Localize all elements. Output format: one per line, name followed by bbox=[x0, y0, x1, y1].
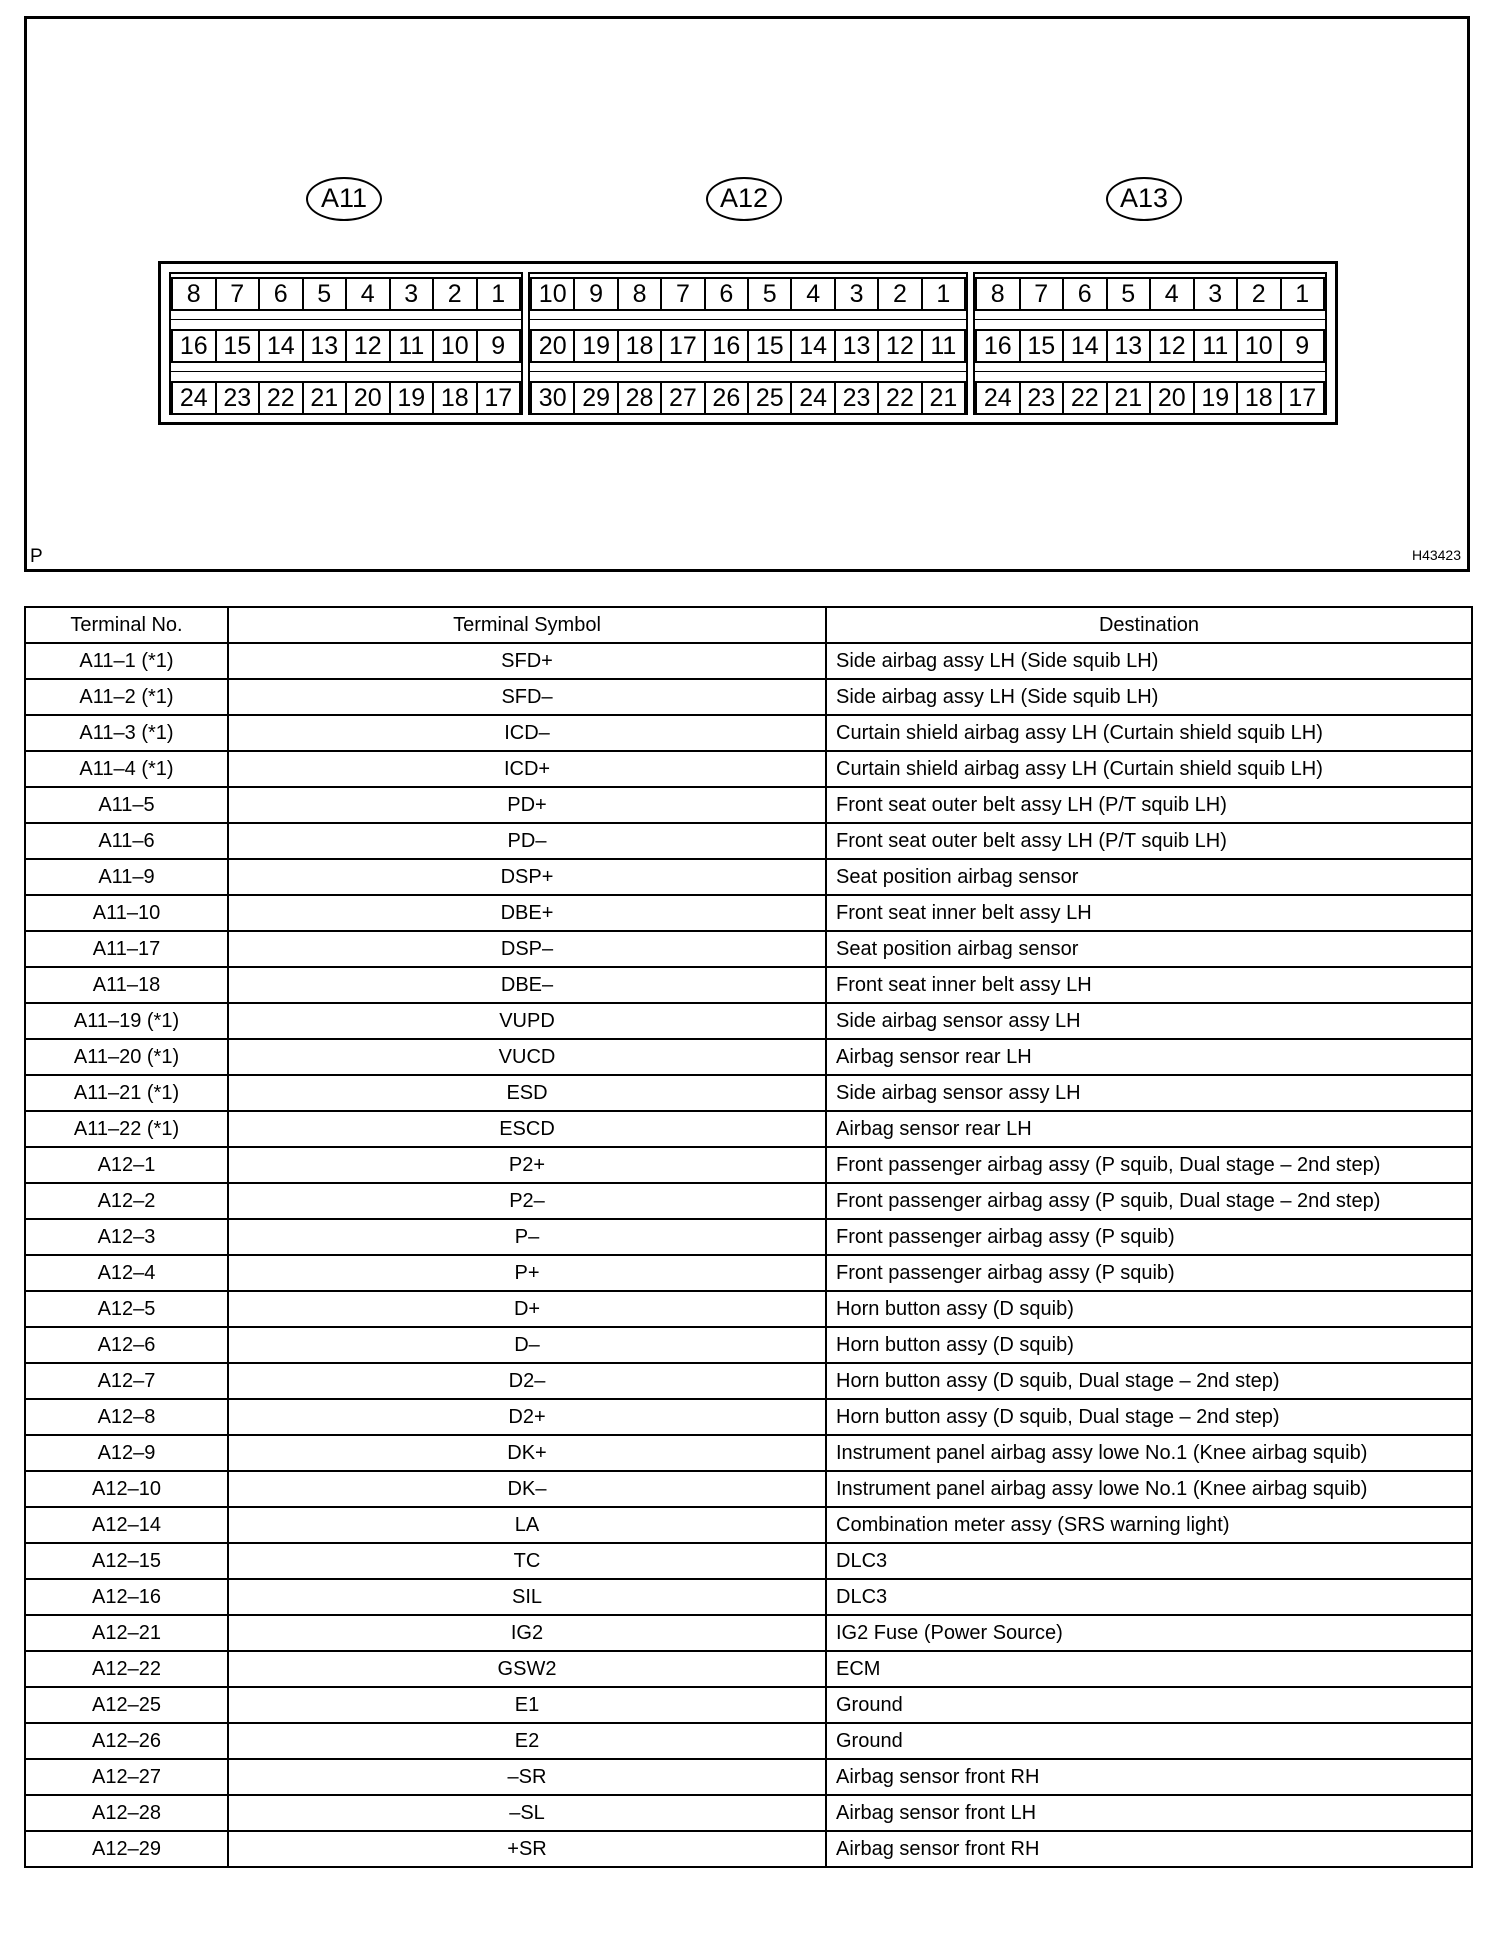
connector-pin: 25 bbox=[747, 381, 792, 415]
connector-pin: 13 bbox=[1106, 329, 1152, 363]
cell-terminal-symbol: VUCD bbox=[228, 1039, 826, 1075]
cell-terminal-symbol: DSP– bbox=[228, 931, 826, 967]
connector-pin: 27 bbox=[660, 381, 705, 415]
header-terminal-symbol: Terminal Symbol bbox=[228, 607, 826, 643]
connector-pin: 5 bbox=[302, 277, 348, 311]
cell-destination: Side airbag sensor assy LH bbox=[826, 1003, 1472, 1039]
connector-pin: 3 bbox=[834, 277, 879, 311]
cell-terminal-no: A12–28 bbox=[25, 1795, 228, 1831]
cell-destination: ECM bbox=[826, 1651, 1472, 1687]
cell-destination: Airbag sensor front LH bbox=[826, 1795, 1472, 1831]
connector-pin: 10 bbox=[432, 329, 478, 363]
table-row bbox=[25, 1831, 1472, 1867]
cell-terminal-no: A12–1 bbox=[25, 1147, 228, 1183]
connector-pin: 24 bbox=[975, 381, 1021, 415]
pin-row-divider bbox=[530, 371, 966, 372]
connector-pin: 13 bbox=[302, 329, 348, 363]
connector-pin: 15 bbox=[215, 329, 261, 363]
connector-pin: 2 bbox=[877, 277, 922, 311]
cell-terminal-symbol: SFD– bbox=[228, 679, 826, 715]
cell-terminal-symbol: ICD– bbox=[228, 715, 826, 751]
connector-pin: 23 bbox=[834, 381, 879, 415]
cell-terminal-no: A12–6 bbox=[25, 1327, 228, 1363]
pin-row bbox=[975, 381, 1325, 415]
cell-terminal-symbol: DBE+ bbox=[228, 895, 826, 931]
cell-terminal-no: A11–4 (*1) bbox=[25, 751, 228, 787]
connector-pin: 21 bbox=[302, 381, 348, 415]
cell-destination: Front passenger airbag assy (P squib, Dual stage – 2nd step) bbox=[826, 1183, 1472, 1219]
table-row bbox=[25, 1471, 1472, 1507]
cell-terminal-symbol: E1 bbox=[228, 1687, 826, 1723]
cell-destination: Side airbag assy LH (Side squib LH) bbox=[826, 679, 1472, 715]
cell-terminal-no: A12–7 bbox=[25, 1363, 228, 1399]
cell-destination: Airbag sensor front RH bbox=[826, 1759, 1472, 1795]
connector-pin: 12 bbox=[345, 329, 391, 363]
table-row bbox=[25, 823, 1472, 859]
cell-terminal-no: A11–2 (*1) bbox=[25, 679, 228, 715]
cell-terminal-symbol: ESD bbox=[228, 1075, 826, 1111]
connector-pin: 18 bbox=[432, 381, 478, 415]
cell-terminal-symbol: –SR bbox=[228, 1759, 826, 1795]
table-row bbox=[25, 1363, 1472, 1399]
connector-pin: 6 bbox=[704, 277, 749, 311]
cell-terminal-symbol: D2– bbox=[228, 1363, 826, 1399]
table-row bbox=[25, 1219, 1472, 1255]
pin-row bbox=[171, 381, 521, 415]
connector-pin: 18 bbox=[1236, 381, 1282, 415]
cell-terminal-no: A11–19 (*1) bbox=[25, 1003, 228, 1039]
connector-pin: 28 bbox=[617, 381, 662, 415]
table-row bbox=[25, 1327, 1472, 1363]
cell-terminal-symbol: SFD+ bbox=[228, 643, 826, 679]
connector-pin: 19 bbox=[389, 381, 435, 415]
cell-terminal-symbol: E2 bbox=[228, 1723, 826, 1759]
pin-row bbox=[975, 277, 1325, 311]
cell-destination: Instrument panel airbag assy lowe No.1 (Knee airbag squib) bbox=[826, 1435, 1472, 1471]
connector-pin: 14 bbox=[1062, 329, 1108, 363]
cell-destination: Horn button assy (D squib) bbox=[826, 1291, 1472, 1327]
cell-terminal-symbol: GSW2 bbox=[228, 1651, 826, 1687]
connector-pin: 9 bbox=[1280, 329, 1326, 363]
connector-pin: 8 bbox=[975, 277, 1021, 311]
cell-terminal-symbol: VUPD bbox=[228, 1003, 826, 1039]
connector-pin: 16 bbox=[975, 329, 1021, 363]
cell-terminal-symbol: LA bbox=[228, 1507, 826, 1543]
connector-pin: 7 bbox=[215, 277, 261, 311]
table-row bbox=[25, 1687, 1472, 1723]
cell-terminal-no: A12–29 bbox=[25, 1831, 228, 1867]
cell-terminal-symbol: P2– bbox=[228, 1183, 826, 1219]
cell-destination: Curtain shield airbag assy LH (Curtain shield squib LH) bbox=[826, 751, 1472, 787]
cell-terminal-no: A12–5 bbox=[25, 1291, 228, 1327]
cell-terminal-no: A11–5 bbox=[25, 787, 228, 823]
cell-terminal-no: A12–8 bbox=[25, 1399, 228, 1435]
cell-terminal-no: A12–2 bbox=[25, 1183, 228, 1219]
connector-pin: 11 bbox=[921, 329, 966, 363]
connector-pin: 26 bbox=[704, 381, 749, 415]
cell-terminal-symbol: DK+ bbox=[228, 1435, 826, 1471]
cell-terminal-symbol: TC bbox=[228, 1543, 826, 1579]
connector-pin: 15 bbox=[747, 329, 792, 363]
connector-pin: 24 bbox=[790, 381, 835, 415]
cell-terminal-symbol: P2+ bbox=[228, 1147, 826, 1183]
cell-destination: Airbag sensor rear LH bbox=[826, 1111, 1472, 1147]
header-destination: Destination bbox=[826, 607, 1472, 643]
connector-pin: 10 bbox=[530, 277, 575, 311]
cell-terminal-symbol: DBE– bbox=[228, 967, 826, 1003]
connector-pin: 20 bbox=[530, 329, 575, 363]
cell-terminal-no: A12–3 bbox=[25, 1219, 228, 1255]
connector-pin: 6 bbox=[1062, 277, 1108, 311]
table-row bbox=[25, 1399, 1472, 1435]
cell-destination: Side airbag assy LH (Side squib LH) bbox=[826, 643, 1472, 679]
cell-destination: Horn button assy (D squib) bbox=[826, 1327, 1472, 1363]
table-row bbox=[25, 1003, 1472, 1039]
table-row bbox=[25, 931, 1472, 967]
cell-destination: Front passenger airbag assy (P squib) bbox=[826, 1255, 1472, 1291]
table-row bbox=[25, 643, 1472, 679]
cell-terminal-no: A11–6 bbox=[25, 823, 228, 859]
cell-destination: IG2 Fuse (Power Source) bbox=[826, 1615, 1472, 1651]
cell-destination: Horn button assy (D squib, Dual stage – 2nd step) bbox=[826, 1363, 1472, 1399]
table-row bbox=[25, 1111, 1472, 1147]
connector-pin: 22 bbox=[877, 381, 922, 415]
connector-pin: 1 bbox=[1280, 277, 1326, 311]
cell-terminal-symbol: SIL bbox=[228, 1579, 826, 1615]
connector-pin: 17 bbox=[660, 329, 705, 363]
connector-pin: 23 bbox=[1019, 381, 1065, 415]
table-row bbox=[25, 1183, 1472, 1219]
cell-destination: Front passenger airbag assy (P squib) bbox=[826, 1219, 1472, 1255]
connector-pin: 9 bbox=[476, 329, 522, 363]
cell-destination: Ground bbox=[826, 1723, 1472, 1759]
pin-row bbox=[530, 381, 966, 415]
table-row bbox=[25, 751, 1472, 787]
table-row bbox=[25, 967, 1472, 1003]
connector-block-a12 bbox=[528, 272, 968, 415]
cell-destination: Front seat outer belt assy LH (P/T squib LH) bbox=[826, 787, 1472, 823]
connector-pin: 17 bbox=[1280, 381, 1326, 415]
cell-terminal-symbol: DSP+ bbox=[228, 859, 826, 895]
connector-pin: 2 bbox=[1236, 277, 1282, 311]
pin-row-divider bbox=[975, 319, 1325, 320]
cell-destination: Front seat inner belt assy LH bbox=[826, 967, 1472, 1003]
connector-label-a12: A12 bbox=[706, 177, 782, 221]
connector-pin: 20 bbox=[1149, 381, 1195, 415]
connector-pin: 3 bbox=[1193, 277, 1239, 311]
connector-pin: 18 bbox=[617, 329, 662, 363]
connector-pin: 4 bbox=[1149, 277, 1195, 311]
connector-pin: 24 bbox=[171, 381, 217, 415]
connector-pin: 1 bbox=[476, 277, 522, 311]
table-row bbox=[25, 715, 1472, 751]
connector-label-a13: A13 bbox=[1106, 177, 1182, 221]
cell-terminal-no: A12–10 bbox=[25, 1471, 228, 1507]
table-row bbox=[25, 1543, 1472, 1579]
table-row bbox=[25, 859, 1472, 895]
cell-destination: Front passenger airbag assy (P squib, Dual stage – 2nd step) bbox=[826, 1147, 1472, 1183]
connector-pin: 1 bbox=[921, 277, 966, 311]
cell-terminal-no: A11–20 (*1) bbox=[25, 1039, 228, 1075]
connector-pin: 7 bbox=[1019, 277, 1065, 311]
connector-pin: 4 bbox=[790, 277, 835, 311]
table-body bbox=[25, 643, 1472, 1867]
cell-destination: Airbag sensor rear LH bbox=[826, 1039, 1472, 1075]
table-row bbox=[25, 679, 1472, 715]
table-row bbox=[25, 1651, 1472, 1687]
pin-row bbox=[975, 329, 1325, 363]
connector-pin: 8 bbox=[171, 277, 217, 311]
figure-corner-mark: P bbox=[30, 546, 43, 567]
cell-terminal-symbol: D2+ bbox=[228, 1399, 826, 1435]
connector-pin: 19 bbox=[573, 329, 618, 363]
cell-terminal-no: A11–3 (*1) bbox=[25, 715, 228, 751]
connector-pin: 15 bbox=[1019, 329, 1065, 363]
cell-terminal-symbol: P– bbox=[228, 1219, 826, 1255]
connector-pin: 8 bbox=[617, 277, 662, 311]
connector-pin: 10 bbox=[1236, 329, 1282, 363]
connector-pin: 17 bbox=[476, 381, 522, 415]
connector-strip bbox=[158, 261, 1338, 425]
table-row bbox=[25, 1075, 1472, 1111]
connector-pin: 2 bbox=[432, 277, 478, 311]
cell-terminal-no: A12–15 bbox=[25, 1543, 228, 1579]
connector-pin: 22 bbox=[258, 381, 304, 415]
connector-pin: 30 bbox=[530, 381, 575, 415]
pin-row-divider bbox=[975, 371, 1325, 372]
cell-terminal-symbol: P+ bbox=[228, 1255, 826, 1291]
table-header-row bbox=[25, 607, 1472, 643]
connector-pin: 11 bbox=[1193, 329, 1239, 363]
table-row bbox=[25, 1759, 1472, 1795]
connector-pin: 23 bbox=[215, 381, 261, 415]
cell-terminal-no: A11–9 bbox=[25, 859, 228, 895]
connector-pin: 29 bbox=[573, 381, 618, 415]
cell-destination: DLC3 bbox=[826, 1579, 1472, 1615]
table-row bbox=[25, 1723, 1472, 1759]
cell-terminal-no: A11–10 bbox=[25, 895, 228, 931]
connector-pin: 16 bbox=[704, 329, 749, 363]
connector-pin: 5 bbox=[747, 277, 792, 311]
connector-pin: 11 bbox=[389, 329, 435, 363]
cell-terminal-symbol: PD+ bbox=[228, 787, 826, 823]
cell-destination: Curtain shield airbag assy LH (Curtain shield squib LH) bbox=[826, 715, 1472, 751]
table-row bbox=[25, 1039, 1472, 1075]
header-terminal-no: Terminal No. bbox=[25, 607, 228, 643]
table-row bbox=[25, 1615, 1472, 1651]
connector-pin: 13 bbox=[834, 329, 879, 363]
cell-terminal-symbol: ICD+ bbox=[228, 751, 826, 787]
cell-destination: Side airbag sensor assy LH bbox=[826, 1075, 1472, 1111]
table-row bbox=[25, 1291, 1472, 1327]
connector-label-a11: A11 bbox=[306, 177, 382, 221]
cell-destination: Horn button assy (D squib, Dual stage – 2nd step) bbox=[826, 1399, 1472, 1435]
cell-terminal-no: A11–21 (*1) bbox=[25, 1075, 228, 1111]
connector-pin: 14 bbox=[258, 329, 304, 363]
cell-terminal-no: A11–22 (*1) bbox=[25, 1111, 228, 1147]
table-row bbox=[25, 1795, 1472, 1831]
connector-pin: 20 bbox=[345, 381, 391, 415]
connector-pin: 19 bbox=[1193, 381, 1239, 415]
cell-terminal-no: A11–17 bbox=[25, 931, 228, 967]
cell-terminal-symbol: IG2 bbox=[228, 1615, 826, 1651]
connector-block-a13 bbox=[973, 272, 1327, 415]
connector-pin: 6 bbox=[258, 277, 304, 311]
cell-terminal-symbol: PD– bbox=[228, 823, 826, 859]
cell-terminal-symbol: ESCD bbox=[228, 1111, 826, 1147]
connector-pin: 16 bbox=[171, 329, 217, 363]
cell-terminal-no: A12–14 bbox=[25, 1507, 228, 1543]
cell-terminal-symbol: +SR bbox=[228, 1831, 826, 1867]
cell-terminal-no: A12–9 bbox=[25, 1435, 228, 1471]
connector-pin: 12 bbox=[1149, 329, 1195, 363]
pin-row bbox=[530, 277, 966, 311]
cell-destination: Ground bbox=[826, 1687, 1472, 1723]
cell-destination: Seat position airbag sensor bbox=[826, 859, 1472, 895]
pin-row bbox=[171, 277, 521, 311]
cell-terminal-no: A11–18 bbox=[25, 967, 228, 1003]
cell-terminal-no: A12–27 bbox=[25, 1759, 228, 1795]
connector-pin: 21 bbox=[1106, 381, 1152, 415]
cell-destination: DLC3 bbox=[826, 1543, 1472, 1579]
cell-destination: Combination meter assy (SRS warning light) bbox=[826, 1507, 1472, 1543]
table-row bbox=[25, 1507, 1472, 1543]
cell-terminal-no: A12–22 bbox=[25, 1651, 228, 1687]
connector-block-a11 bbox=[169, 272, 523, 415]
cell-destination: Instrument panel airbag assy lowe No.1 (Knee airbag squib) bbox=[826, 1471, 1472, 1507]
figure-code: H43423 bbox=[1411, 547, 1461, 563]
connector-pin: 12 bbox=[877, 329, 922, 363]
connector-pin: 9 bbox=[573, 277, 618, 311]
pin-row-divider bbox=[171, 371, 521, 372]
table-row bbox=[25, 1255, 1472, 1291]
cell-terminal-no: A12–26 bbox=[25, 1723, 228, 1759]
cell-terminal-no: A12–25 bbox=[25, 1687, 228, 1723]
cell-terminal-no: A12–16 bbox=[25, 1579, 228, 1615]
pin-row bbox=[530, 329, 966, 363]
cell-terminal-no: A12–21 bbox=[25, 1615, 228, 1651]
pin-row-divider bbox=[530, 319, 966, 320]
table-row bbox=[25, 1435, 1472, 1471]
pin-row bbox=[171, 329, 521, 363]
cell-terminal-no: A12–4 bbox=[25, 1255, 228, 1291]
pin-row-divider bbox=[171, 319, 521, 320]
connector-pin: 7 bbox=[660, 277, 705, 311]
cell-terminal-symbol: D+ bbox=[228, 1291, 826, 1327]
connector-pin: 22 bbox=[1062, 381, 1108, 415]
table-row bbox=[25, 787, 1472, 823]
cell-destination: Front seat outer belt assy LH (P/T squib LH) bbox=[826, 823, 1472, 859]
terminal-table bbox=[24, 606, 1473, 1868]
cell-terminal-symbol: –SL bbox=[228, 1795, 826, 1831]
cell-destination: Seat position airbag sensor bbox=[826, 931, 1472, 967]
connector-pin: 4 bbox=[345, 277, 391, 311]
connector-pin: 3 bbox=[389, 277, 435, 311]
table-row bbox=[25, 895, 1472, 931]
cell-terminal-no: A11–1 (*1) bbox=[25, 643, 228, 679]
table-row bbox=[25, 1147, 1472, 1183]
cell-terminal-symbol: DK– bbox=[228, 1471, 826, 1507]
cell-destination: Airbag sensor front RH bbox=[826, 1831, 1472, 1867]
cell-terminal-symbol: D– bbox=[228, 1327, 826, 1363]
connector-figure bbox=[24, 16, 1470, 572]
cell-destination: Front seat inner belt assy LH bbox=[826, 895, 1472, 931]
connector-pin: 5 bbox=[1106, 277, 1152, 311]
table-row bbox=[25, 1579, 1472, 1615]
connector-pin: 14 bbox=[790, 329, 835, 363]
connector-pin: 21 bbox=[921, 381, 966, 415]
